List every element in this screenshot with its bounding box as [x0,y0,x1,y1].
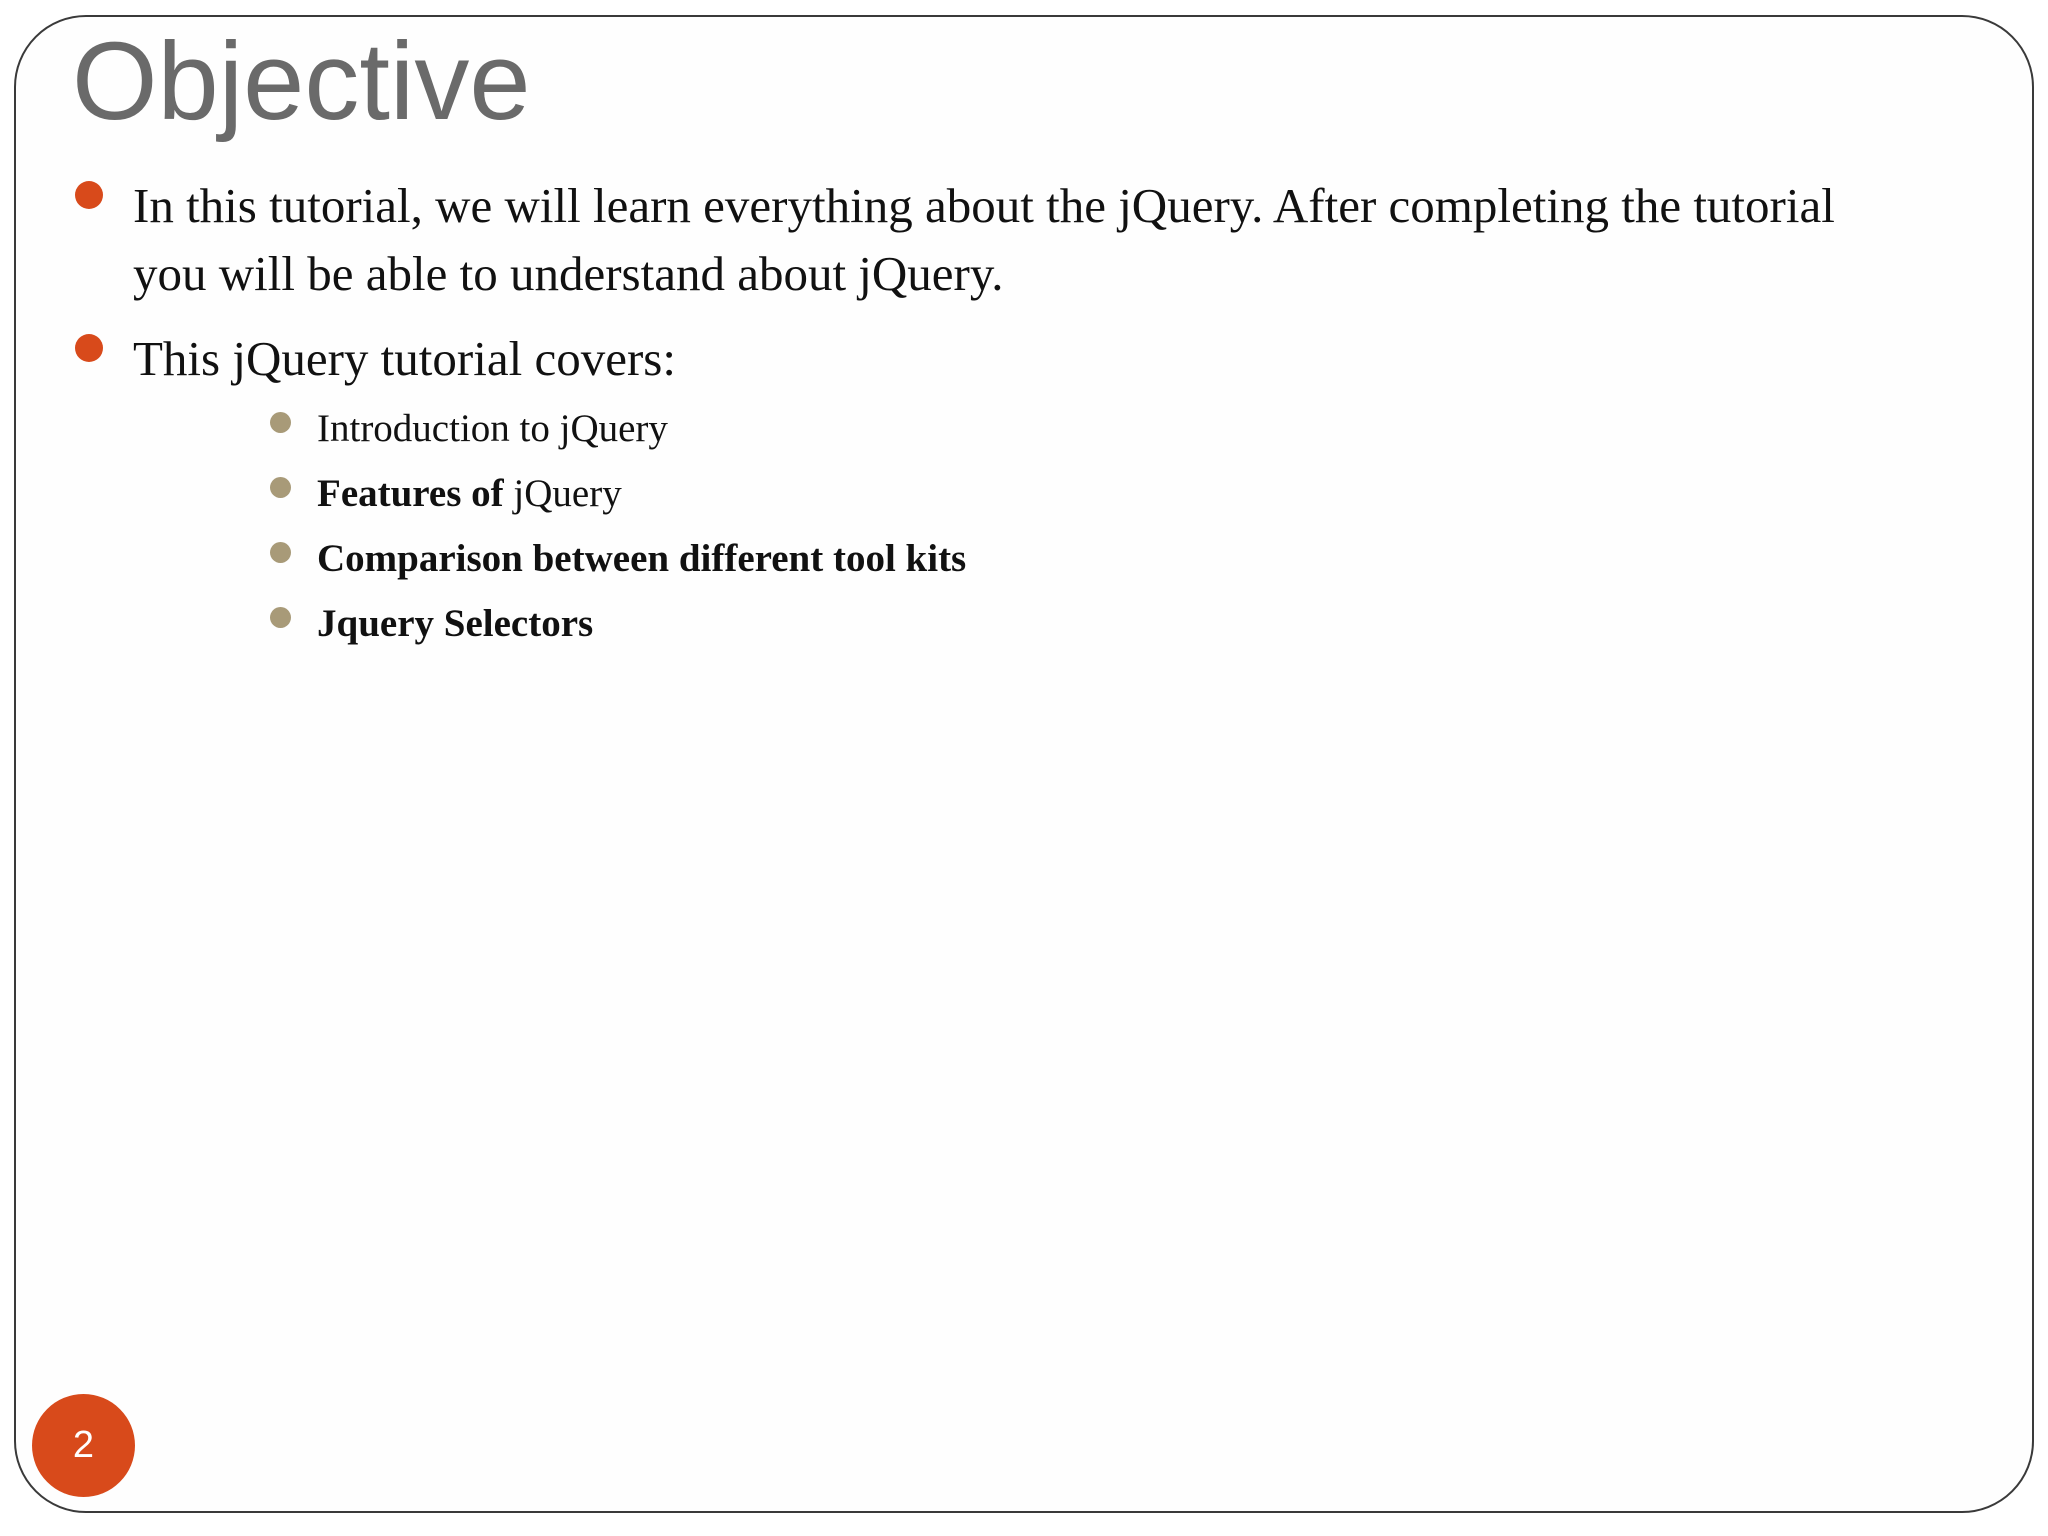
bullet-icon [75,334,103,362]
sub-bullet-bold: Comparison between different tool kits [317,537,967,580]
slide-title: Objective [72,20,531,143]
sub-bullet-bold: Jquery Selectors [317,602,594,645]
sub-bullet-icon [270,412,291,433]
sub-bullet-bold: Features of [317,472,504,515]
sub-bullet-text [317,534,966,584]
sub-bullet-icon [270,542,291,563]
sub-bullet-text [317,404,668,454]
bullet-text-continued: you will be able to understand about jQuery. [133,246,1004,301]
bullet-icon [75,181,103,209]
sub-bullet-icon [270,607,291,628]
sub-bullet-text [317,599,593,649]
sub-bullet-normal: jQuery [503,472,622,515]
sub-bullet-text [317,469,622,519]
page-number-badge: 2 [32,1394,135,1497]
sub-bullet-icon [270,477,291,498]
sub-bullet-normal: Introduction to jQuery [317,407,668,450]
bullet-text: In this tutorial, we will learn everything about the jQuery. After completing the tutorial [133,178,1835,233]
bullet-text: This jQuery tutorial covers: [133,331,676,386]
